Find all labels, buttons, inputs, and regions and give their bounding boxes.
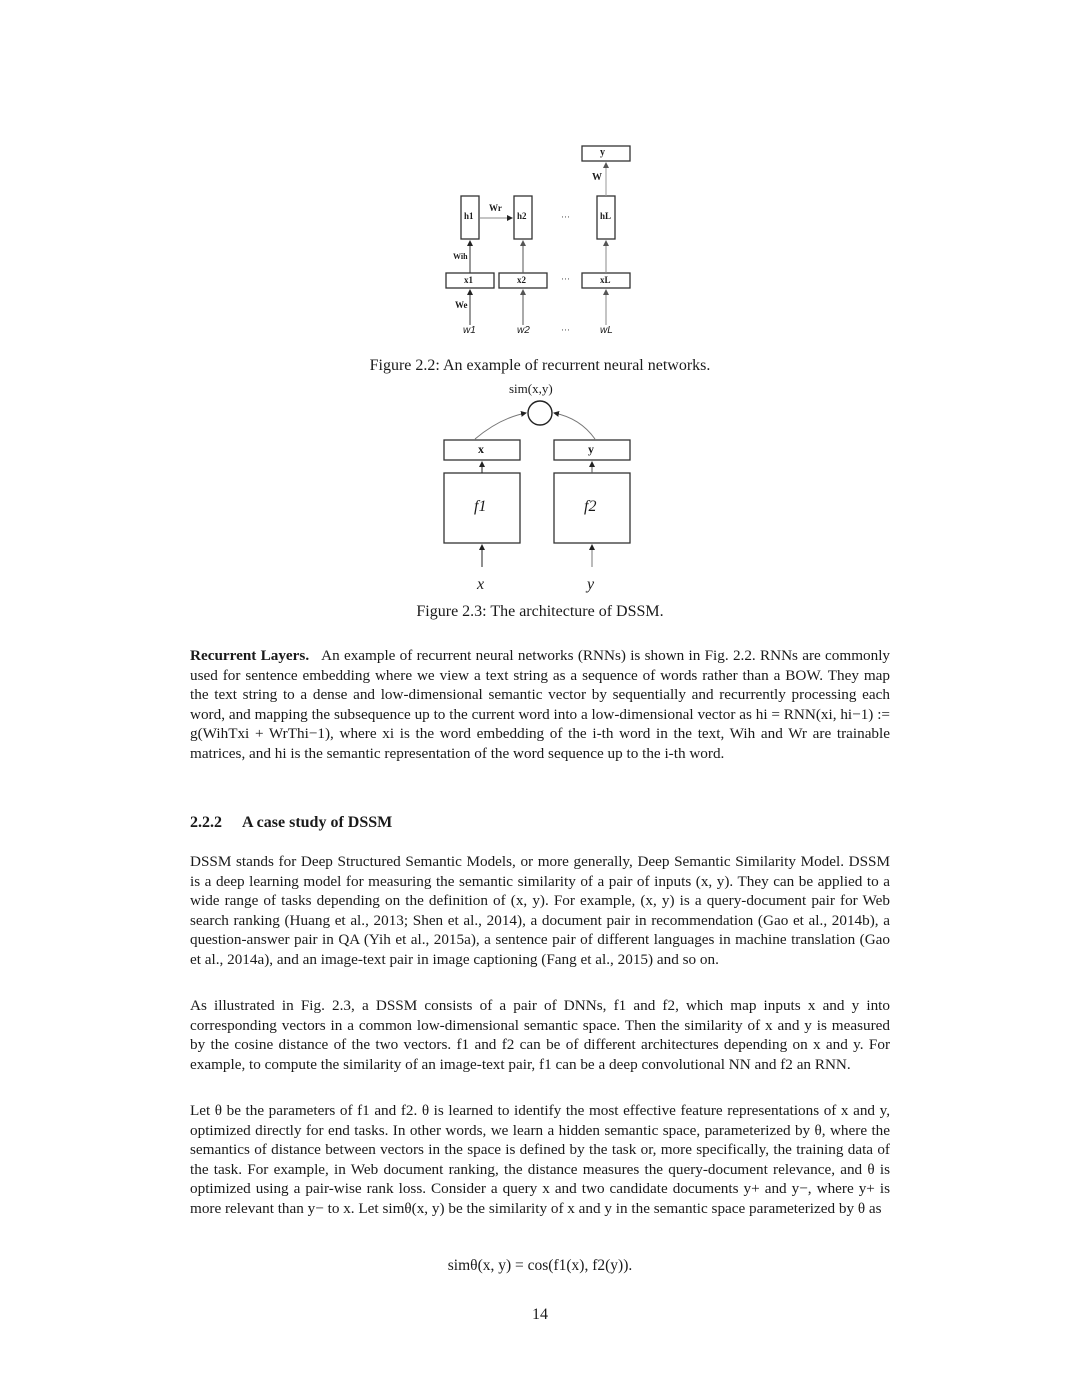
label-xL: xL bbox=[600, 275, 611, 285]
ellipsis-w: ··· bbox=[561, 325, 570, 335]
label-h1: h1 bbox=[464, 211, 474, 221]
section-title: A case study of DSSM bbox=[242, 814, 393, 831]
recurrent-layers-paragraph bbox=[190, 646, 890, 764]
paragraph-dssm-intro: DSSM stands for Deep Structured Semantic Models, or more generally, Deep Semantic Similarity Model. DSSM is a deep learning model for measuring the semantic similarity of a pair of inputs (x, y). They can be applied to a wide range of tasks depending on the definition of (x, y). For example, (x, y) is a query-document pair for Web search ranking (Huang et al., 2013; Shen et al., 2014), a document pair in recommendation (Gao et al., 2014b), a question-answer pair in QA (Yih et al., 2015a), a sentence pair of different languages in machine translation (Gao et al., 2014a), and an image-text pair in image captioning (Fang et al., 2015) and so on. bbox=[190, 853, 890, 968]
label-sim: sim(x,y) bbox=[509, 381, 553, 396]
label-w2: w2 bbox=[517, 325, 530, 336]
recurrent-text-1: An example of recurrent neural networks (RNNs) is shown in Fig. 2.2. RNNs are commonly used for sentence embedding where we view a text string as a sequence of words rather than a BOW. They map the text string to a dense and low-dimensional semantic vector by sequentially and recurrently processing each word, and mapping the subsequence up to the current word into a low-dimensional vector as bbox=[190, 647, 891, 723]
label-x1: x1 bbox=[464, 275, 473, 285]
label-wih: Wih bbox=[453, 252, 468, 261]
label-x2: x2 bbox=[517, 275, 526, 285]
paragraph-dssm-architecture: As illustrated in Fig. 2.3, a DSSM consists of a pair of DNNs, f1 and f2, which map inputs x and y into corresponding vectors in a common low-dimensional semantic space. Then the similarity of x and y is measured by the cosine distance of the two vectors. f1 and f2 can be of different architectures depending on x and y. For example, to compute the similarity of an image-text pair, f1 can be a deep convolutional NN and f2 an RNN. bbox=[190, 997, 890, 1073]
rnn-formula: hi = RNN(xi, hi−1) := g(WihTxi + WrThi−1) bbox=[190, 705, 890, 743]
page-number: 14 bbox=[532, 1306, 548, 1323]
label-h2: h2 bbox=[517, 211, 527, 221]
label-w-out: W bbox=[592, 172, 602, 183]
figure-2-2-caption: Figure 2.2: An example of recurrent neural networks. bbox=[369, 357, 711, 374]
label-f1: f1 bbox=[474, 498, 487, 515]
figure-2-3-caption: Figure 2.3: The architecture of DSSM. bbox=[416, 603, 664, 620]
section-heading bbox=[190, 813, 392, 833]
label-y-input: y bbox=[587, 576, 595, 593]
recurrent-text-2: , where xi is the word embedding of the i-th word in the text, Wih and Wr are trainable matrices, and hi is the semantic representation of the word sequence up to the i-th word. bbox=[190, 725, 890, 762]
label-y-vector: y bbox=[588, 442, 594, 456]
label-we: We bbox=[455, 300, 468, 310]
paragraph-dssm-parameters: Let θ be the parameters of f1 and f2. θ is learned to identify the most effective feature representations of x and y, optimized directly for end tasks. In other words, we learn a hidden semantic space, parameterized by θ, where the semantics of distance between vectors in the space is defined by the task or, more specifically, the training data of the task. For example, in Web document ranking, the distance measures the query-document relevance, and θ is optimized using a pair-wise rank loss. Consider a query x and two candidate documents y+ and y−, where y+ is more relevant than y− to x. Let simθ(x, y) be the similarity of x and y in the semantic space parameterized by θ as bbox=[190, 1102, 890, 1217]
ellipsis-h: ··· bbox=[561, 212, 570, 222]
label-f2: f2 bbox=[584, 498, 597, 515]
recurrent-layers-lead: Recurrent Layers. bbox=[190, 647, 310, 664]
label-wr: Wr bbox=[489, 203, 502, 213]
label-x-input: x bbox=[477, 576, 485, 593]
label-y: y bbox=[600, 147, 605, 158]
label-w1: w1 bbox=[463, 325, 476, 336]
label-x-vector: x bbox=[478, 442, 484, 456]
similarity-equation: simθ(x, y) = cos(f1(x), f2(y)). bbox=[447, 1257, 633, 1274]
ellipsis-x: ··· bbox=[561, 274, 570, 284]
label-hL: hL bbox=[600, 211, 612, 221]
dssm-diagram bbox=[0, 0, 1080, 600]
figure-dssm bbox=[0, 0, 1080, 600]
similarity-node bbox=[528, 401, 552, 425]
section-number: 2.2.2 bbox=[190, 814, 222, 831]
label-wL: wL bbox=[600, 325, 613, 336]
